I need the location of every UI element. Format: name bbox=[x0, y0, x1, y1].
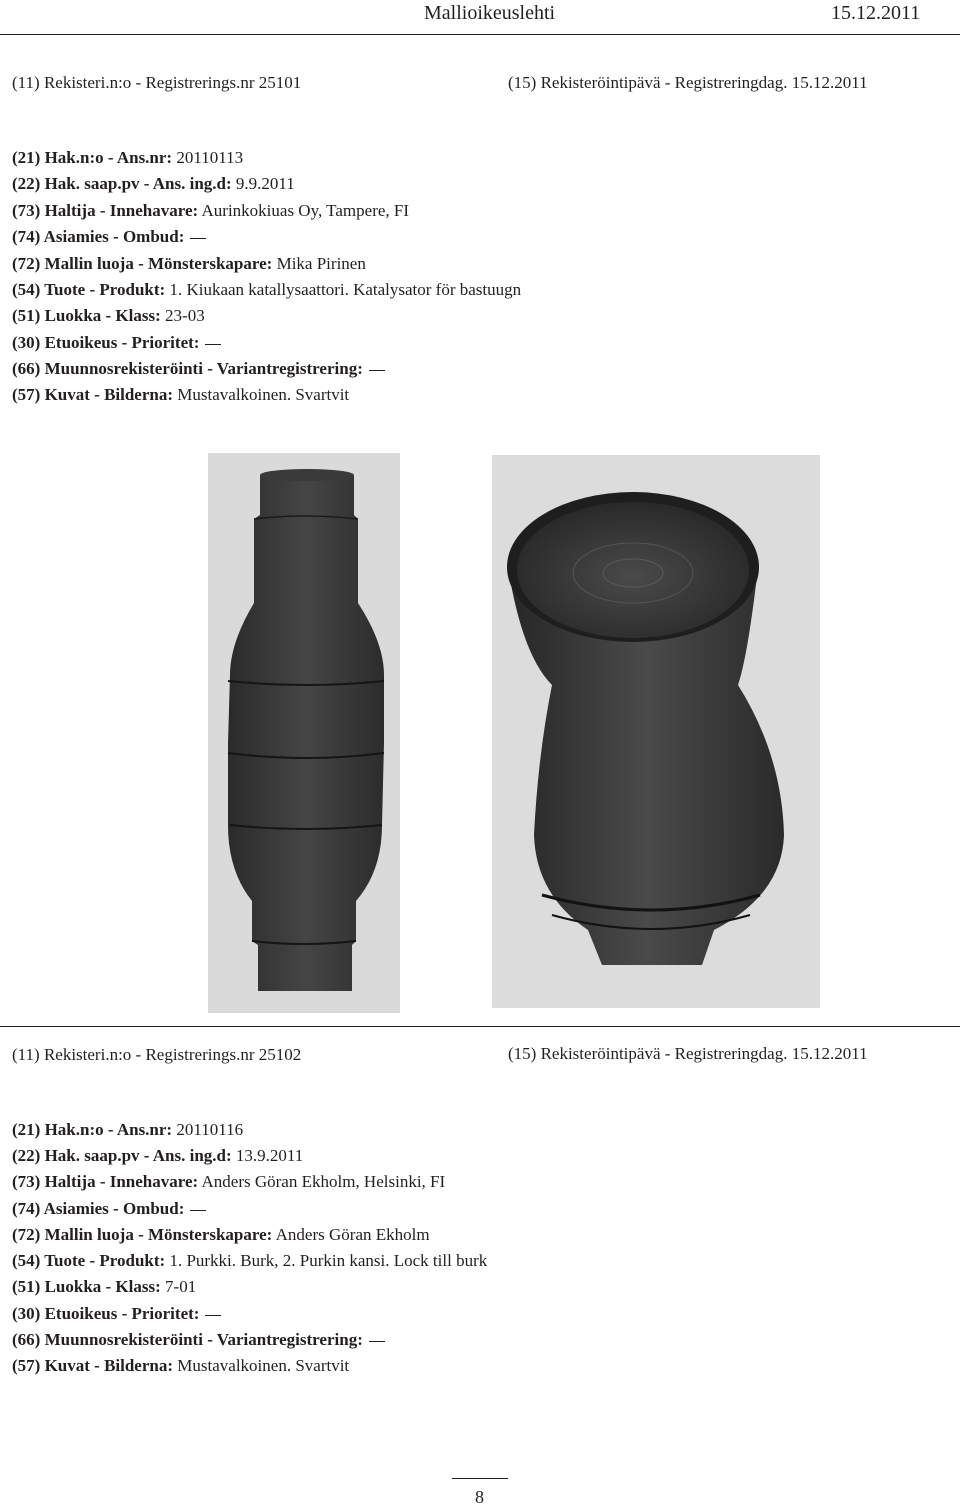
field-designer bbox=[12, 254, 366, 274]
field-label: (73) Haltija - Innehavare: bbox=[12, 1172, 199, 1191]
field-value: 13.9.2011 bbox=[231, 1146, 304, 1165]
field-class bbox=[12, 306, 205, 326]
field-agent bbox=[12, 1199, 206, 1219]
field-label: (57) Kuvat - Bilderna: bbox=[12, 1356, 174, 1375]
field-label: (54) Tuote - Produkt: bbox=[12, 280, 166, 299]
empty-dash bbox=[205, 1315, 221, 1316]
field-variant-registration bbox=[12, 359, 385, 379]
field-designer bbox=[12, 1225, 430, 1245]
field-class bbox=[12, 1277, 196, 1297]
field-label: (22) Hak. saap.pv - Ans. ing.d: bbox=[12, 1146, 232, 1165]
field-value: Mustavalkoinen. Svartvit bbox=[173, 1356, 350, 1375]
header-divider bbox=[0, 34, 960, 35]
field-product bbox=[12, 280, 521, 300]
field-label: (74) Asiamies - Ombud: bbox=[12, 1199, 185, 1218]
field-label: (73) Haltija - Innehavare: bbox=[12, 201, 199, 220]
page-number: 8 bbox=[475, 1487, 484, 1507]
empty-dash bbox=[190, 238, 206, 239]
field-label: (51) Luokka - Klass: bbox=[12, 306, 161, 325]
field-label: (30) Etuoikeus - Prioritet: bbox=[12, 333, 200, 352]
footer-divider bbox=[452, 1478, 508, 1479]
field-label: (21) Hak.n:o - Ans.nr: bbox=[12, 1120, 173, 1139]
product-photo-catalyst-side bbox=[208, 453, 400, 1013]
field-images bbox=[12, 1356, 349, 1376]
field-agent bbox=[12, 227, 206, 247]
field-value: 1. Kiukaan katallysaattori. Katalysator för bastuugn bbox=[165, 280, 522, 299]
field-application-number bbox=[12, 1120, 243, 1140]
field-value: Anders Göran Ekholm bbox=[272, 1225, 430, 1244]
field-filing-date bbox=[12, 174, 295, 194]
empty-dash bbox=[369, 1341, 385, 1342]
field-value: 7-01 bbox=[160, 1277, 197, 1296]
field-label: (21) Hak.n:o - Ans.nr: bbox=[12, 148, 173, 167]
field-value: 23-03 bbox=[160, 306, 205, 325]
field-label: (66) Muunnosrekisteröinti - Variantregistrering: bbox=[12, 1330, 363, 1349]
section-divider bbox=[0, 1026, 960, 1027]
field-filing-date bbox=[12, 1146, 303, 1166]
field-priority bbox=[12, 333, 221, 353]
field-value: Aurinkokiuas Oy, Tampere, FI bbox=[198, 201, 410, 220]
empty-dash bbox=[190, 1210, 206, 1211]
field-application-number bbox=[12, 148, 243, 168]
field-images bbox=[12, 385, 349, 405]
field-value: 20110116 bbox=[172, 1120, 244, 1139]
field-holder bbox=[12, 1172, 445, 1192]
field-value: 1. Purkki. Burk, 2. Purkin kansi. Lock till burk bbox=[165, 1251, 488, 1270]
field-label: (22) Hak. saap.pv - Ans. ing.d: bbox=[12, 174, 232, 193]
field-value: Mika Pirinen bbox=[272, 254, 366, 273]
field-label: (66) Muunnosrekisteröinti - Variantregistrering: bbox=[12, 359, 363, 378]
publication-date: 15.12.2011 bbox=[831, 2, 921, 24]
field-value: 20110113 bbox=[172, 148, 244, 167]
field-variant-registration bbox=[12, 1330, 385, 1350]
empty-dash bbox=[205, 344, 221, 345]
field-value: 9.9.2011 bbox=[231, 174, 295, 193]
field-priority bbox=[12, 1304, 221, 1324]
field-label: (74) Asiamies - Ombud: bbox=[12, 227, 185, 246]
field-label: (51) Luokka - Klass: bbox=[12, 1277, 161, 1296]
product-photo-catalyst-top bbox=[492, 455, 820, 1008]
field-label: (57) Kuvat - Bilderna: bbox=[12, 385, 174, 404]
field-value: Mustavalkoinen. Svartvit bbox=[173, 385, 350, 404]
field-holder bbox=[12, 201, 409, 221]
empty-dash bbox=[369, 370, 385, 371]
field-product bbox=[12, 1251, 487, 1271]
field-label: (72) Mallin luoja - Mönsterskapare: bbox=[12, 1225, 273, 1244]
publication-title: Mallioikeuslehti bbox=[424, 2, 556, 24]
field-value: Anders Göran Ekholm, Helsinki, FI bbox=[198, 1172, 446, 1191]
field-label: (72) Mallin luoja - Mönsterskapare: bbox=[12, 254, 273, 273]
registration-number: (11) Rekisteri.n:o - Registrerings.nr 25102 bbox=[12, 1045, 302, 1064]
registration-date: (15) Rekisteröintipävä - Registreringdag. 15.12.2011 bbox=[508, 1044, 868, 1063]
field-label: (54) Tuote - Produkt: bbox=[12, 1251, 166, 1270]
field-label: (30) Etuoikeus - Prioritet: bbox=[12, 1304, 200, 1323]
registration-number: (11) Rekisteri.n:o - Registrerings.nr 25101 bbox=[12, 73, 302, 92]
registration-date: (15) Rekisteröintipävä - Registreringdag. 15.12.2011 bbox=[508, 73, 868, 92]
